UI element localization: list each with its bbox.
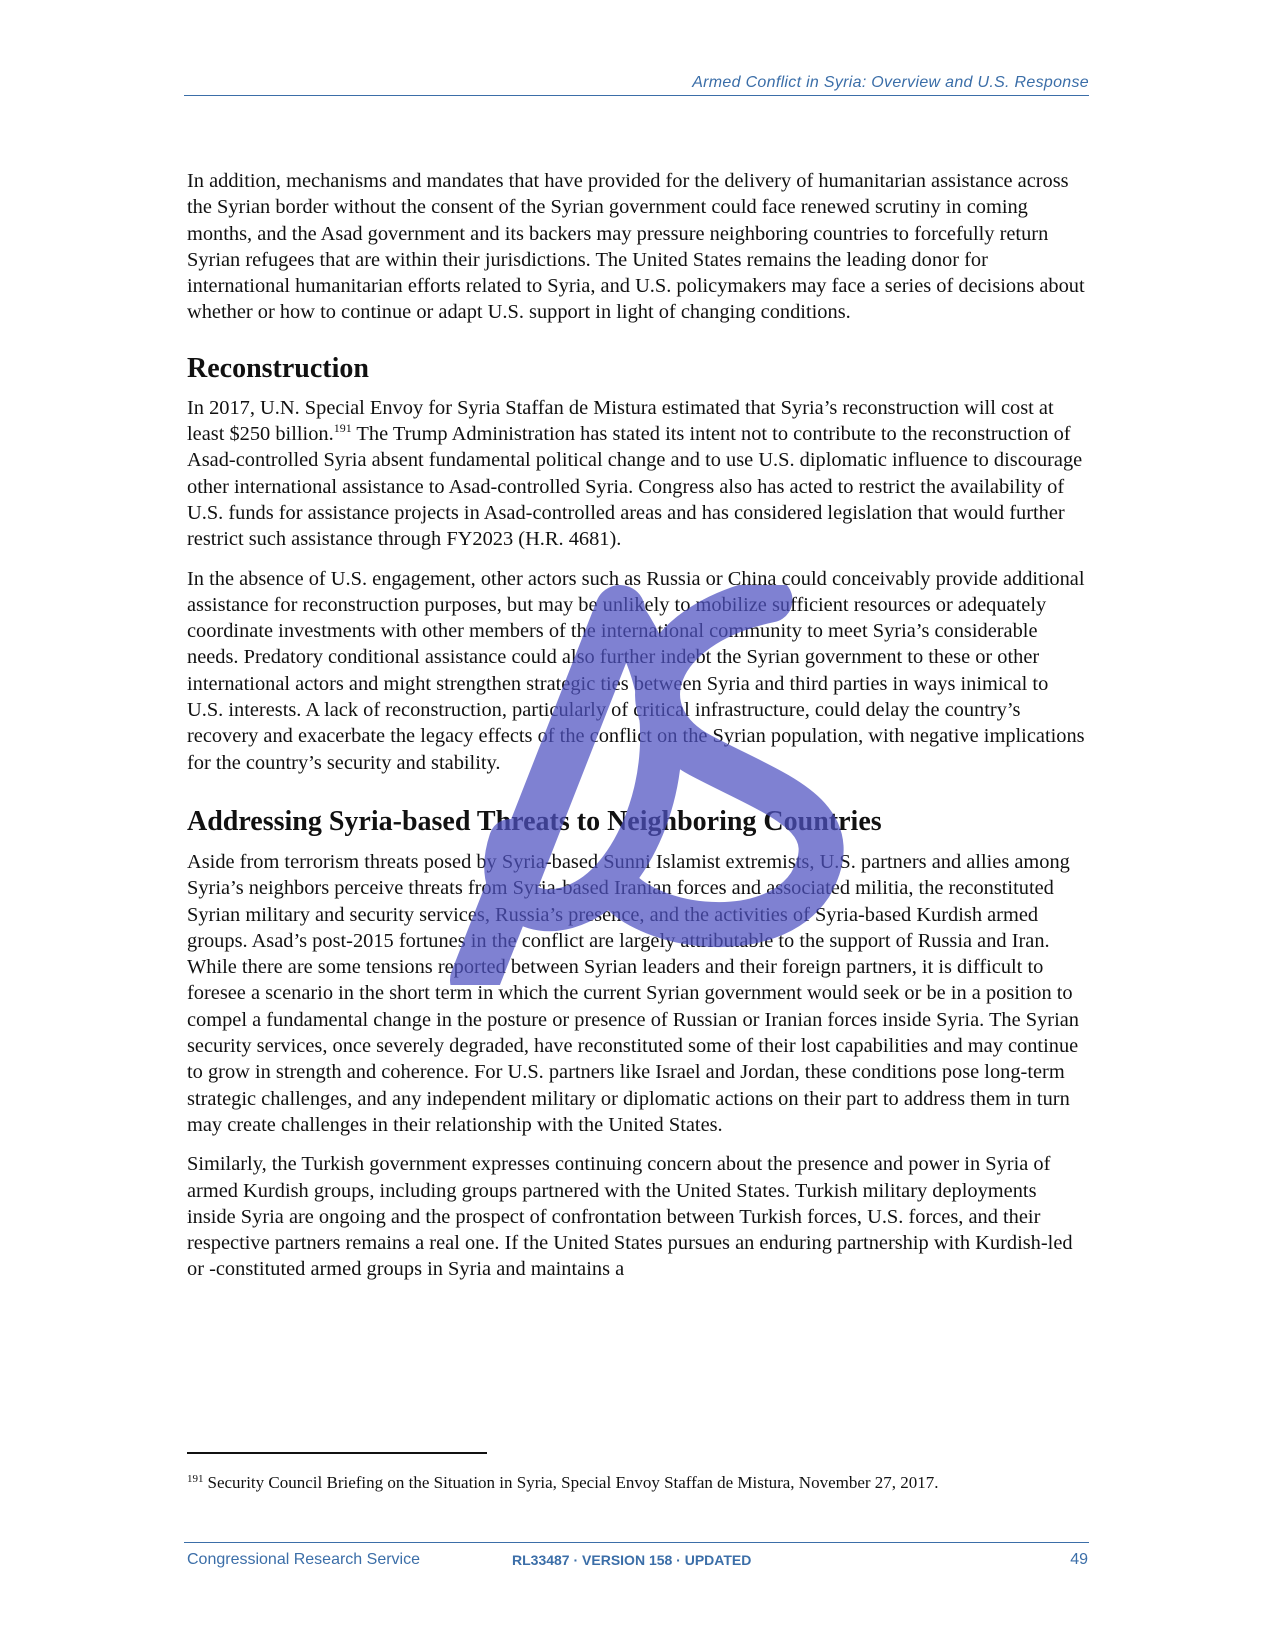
header-rule [184,95,1089,96]
page-number: 49 [1070,1551,1088,1568]
threats-paragraph-1: Aside from terrorism threats posed by Syria-based Sunni Islamist extremists, U.S. partners and allies among Syria’s neighbors perceive threats from Syria-based Iranian forces and associated militia, the reconstituted Syrian military and security services, Russia’s presence, and the activities of Syria-based Kurdish armed groups. Asad’s post-2015 fortunes in the conflict are largely attributable to the support of Russia and Iran. While there are some tensions reported between Syrian leaders and their foreign partners, it is difficult to foresee a scenario in the short term in which the current Syrian government would seek or be in a position to compel a fundamental change in the posture or presence of Russian or Iranian forces inside Syria. The Syrian security services, once severely degraded, have reconstituted some of their lost capabilities and may continue to grow in strength and coherence. For U.S. partners like Israel and Jordan, these conditions pose long-term strategic challenges, and any independent military or diplomatic actions on their part to address them in turn may create challenges in their relationship with the United States. [187,850,1079,1136]
reconstruction-p1-text-b: The Trump Administration has stated its intent not to contribute to the reconstruction of Asad-controlled Syria absent fundamental political change and to use U.S. diplomatic influence to discourage other international assistance to Asad-controlled Syria. Congress also has acted to restrict the availability of U.S. funds for assistance projects in Asad-controlled areas and has considered legislation that would further restrict such assistance through FY2023 (H.R. 4681). [187,423,1083,551]
intro-paragraph: In addition, mechanisms and mandates that have provided for the delivery of humanitarian assistance across the Syrian border without the consent of the Syrian government could face renewed scrutiny in coming months, and the Asad government and its backers may pressure neighboring countries to forcefully return Syrian refugees that are within their jurisdictions. The United States remains the leading donor for international humanitarian efforts related to Syria, and U.S. policymakers may face a series of decisions about whether or how to continue or adapt U.S. support in light of changing conditions. [187,170,1085,324]
page-footer [0,1551,1275,1575]
reconstruction-heading: Reconstruction [187,352,369,384]
reconstruction-p1-text-a: In 2017, U.N. Special Envoy for Syria Staffan de Mistura estimated that Syria’s reconstruction will cost at least $250 billion. [187,396,1054,446]
footer-report-id: RL33487 · VERSION 158 · UPDATED [512,1552,752,1568]
footer-organization: Congressional Research Service [187,1551,420,1568]
threats-heading: Addressing Syria-based Threats to Neighboring Countries [187,805,882,837]
footnote-rule [187,1452,487,1454]
footnote-number: 191 [187,1473,204,1485]
page-body [187,168,1087,1283]
footnote-ref-191[interactable]: 191 [333,421,352,436]
reconstruction-paragraph-1 [187,395,1087,553]
threats-paragraph-2: Similarly, the Turkish government expresses continuing concern about the presence and power in Syria of armed Kurdish groups, including groups partnered with the United States. Turkish military deployments inside Syria are ongoing and the prospect of confrontation between Turkish forces, U.S. forces, and their respective partners remains a real one. If the United States pursues an enduring partnership with Kurdish-led or -constituted armed groups in Syria and maintains a [187,1153,1073,1281]
footnote [187,1472,1087,1494]
running-header-title: Armed Conflict in Syria: Overview and U.S. Response [692,74,1089,91]
footnote-text: Security Council Briefing on the Situation in Syria, Special Envoy Staffan de Mistura, November 27, 2017. [207,1473,939,1492]
footer-rule [184,1542,1089,1543]
reconstruction-paragraph-2: In the absence of U.S. engagement, other actors such as Russia or China could conceivably provide additional assistance for reconstruction purposes, but may be unlikely to mobilize sufficient resources or adequately coordinate investments with other members of the international community to meet Syria’s considerable needs. Predatory conditional assistance could also further indebt the Syrian government to these or other international actors and might strengthen strategic ties between Syria and third parties in ways inimical to U.S. interests. A lack of reconstruction, particularly of critical infrastructure, could delay the country’s recovery and exacerbate the legacy effects of the conflict on the Syrian population, with negative implications for the country’s security and stability. [187,567,1085,774]
